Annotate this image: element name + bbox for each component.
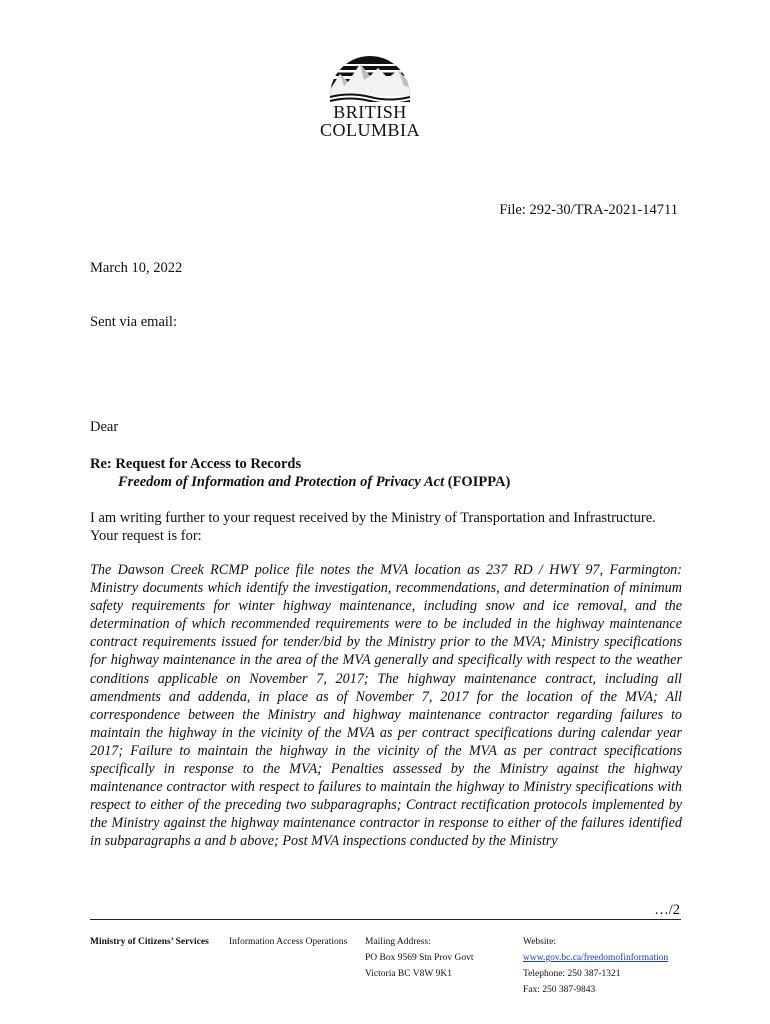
mailing-label: Mailing Address: [365,937,431,947]
sent-via-email: Sent via email: [90,314,177,330]
website-label: Website: [523,937,557,947]
salutation: Dear [90,419,119,435]
subject-block [90,455,510,491]
footer-mailing-address [365,934,473,982]
page-continuation: …/2 [654,902,680,918]
website-link[interactable]: www.gov.bc.ca/freedomofinformation [523,953,669,963]
fax: Fax: 250 387-9843 [523,985,596,995]
subject-line: Re: Request for Access to Records [90,456,302,472]
telephone: Telephone: 250 387-1321 [523,969,621,979]
footer-contact [523,934,668,998]
bc-logo [312,44,428,148]
logo-text-columbia: COLUMBIA [319,120,420,140]
act-abbreviation: (FOIPPA) [447,474,511,490]
act-name: Freedom of Information and Protection of Privacy Act [118,474,445,490]
footer-operations: Information Access Operations [229,937,348,947]
mailing-line-2: Victoria BC V8W 9K1 [365,969,452,979]
intro-paragraph: I am writing further to your request received by the Ministry of Transportation and Infrastructure. Your request is for: [90,510,656,544]
footer-divider [90,919,681,920]
bc-sun-mountains-icon [326,44,414,102]
request-paragraph: The Dawson Creek RCMP police file notes the MVA location as 237 RD / HWY 97, Farmington: Ministry documents which identify the investigation, recommendations, and determination of minimum safety requirements for winter highway maintenance, including snow and ice removal, and the determination of which recommended requirements were to be included in the highway maintenance contract requirements issued for tender/bid by the Ministry prior to the MVA; Ministry specifications for highway maintenance in the area of the MVA generally and specifically with respect to the weather conditions applicable on November 7, 2017; The highway maintenance contract, including all amendments and addenda, in place as of November 7, 2017 for the location of the MVA; All correspondence between the Ministry and highway maintenance contractor regarding failures to maintain the highway in the vicinity of the MVA as per contract specifications during calendar year 2017; Failure to maintain the highway in the vicinity of the MVA as per contract specifications specifically in response to the MVA; Penalties assessed by the Ministry against the highway maintenance contractor with respect to failures to maintain the highway to Ministry specifications with respect to either of the preceding two subparagraphs; Contract rectification protocols implemented by the Ministry against the highway maintenance contractor in response to either of the failures identified in subparagraphs a and b above; Post MVA inspections conducted by the Ministry [90,562,682,850]
logo-text-british: BRITISH [333,102,407,122]
act-line [118,473,510,491]
mailing-line-1: PO Box 9569 Stn Prov Govt [365,953,474,963]
file-reference: File: 292-30/TRA-2021-14711 [499,202,678,218]
letter-date: March 10, 2022 [90,260,183,276]
footer-ministry: Ministry of Citizens’ Services [90,937,209,947]
